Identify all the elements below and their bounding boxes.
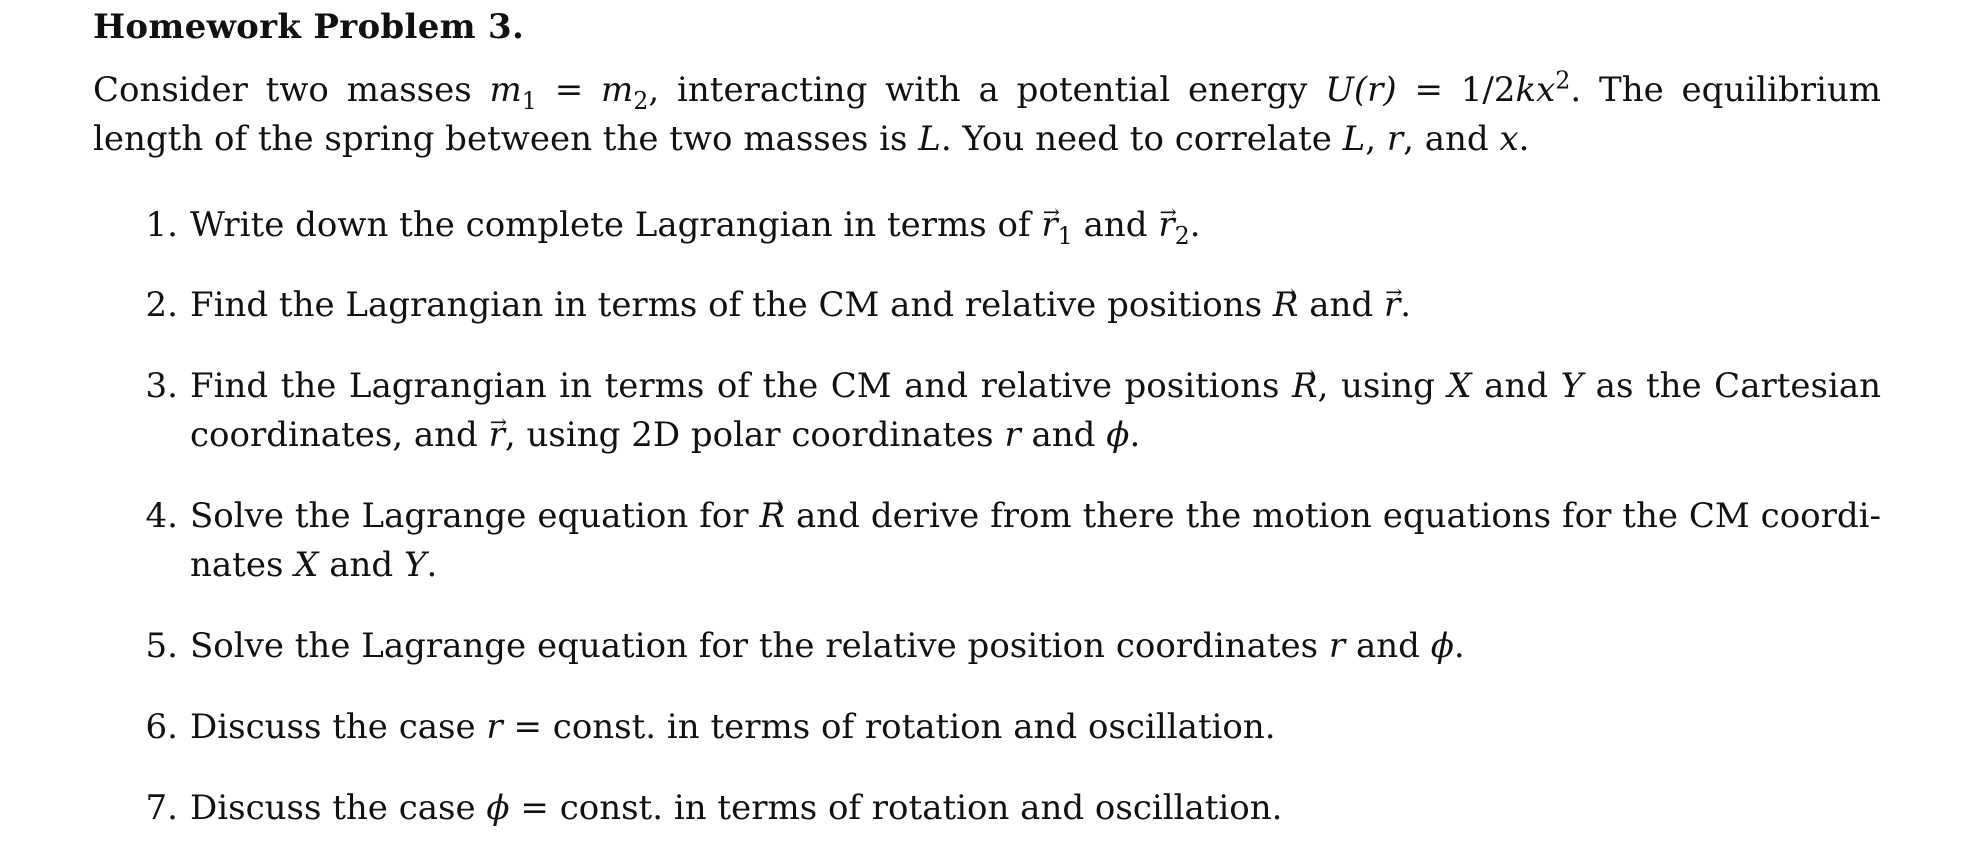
item-text-part: Solve the Lagrange equation for <box>190 496 760 536</box>
intro-text: . <box>1518 119 1530 159</box>
math-var: r <box>1328 626 1346 666</box>
item-text <box>190 492 1881 590</box>
math-sub: 1 <box>521 86 537 115</box>
problem-intro <box>93 66 1881 164</box>
item-text-part: = const. in terms of rotation and oscillation. <box>502 707 1276 747</box>
math-sub: 2 <box>633 86 649 115</box>
math-var: Y <box>404 545 427 585</box>
math-var: L <box>1342 119 1366 159</box>
problem-heading: Homework Problem 3. <box>93 7 525 47</box>
math-var: U <box>1325 70 1354 110</box>
math-var: ϕ <box>486 788 510 828</box>
item-text-part: . <box>1189 205 1201 245</box>
vector-var: → R <box>759 492 785 541</box>
item-text <box>190 201 1881 250</box>
intro-line-1 <box>93 66 1881 115</box>
intro-text: , interacting with a potential energy <box>648 70 1326 110</box>
item-number: 1. <box>145 205 178 245</box>
math-var: ϕ <box>1106 415 1130 455</box>
math-sub: 1 <box>1057 221 1073 250</box>
math-var: r <box>486 707 503 747</box>
vector-var: → r <box>489 411 505 460</box>
item-number: 4. <box>145 496 178 536</box>
item-text-part: Solve the Lagrange equation for the relative position coordinates <box>190 626 1329 666</box>
item-text-part: , using <box>1317 366 1448 406</box>
vector-var: → r <box>1041 201 1057 250</box>
item-text-part: and derive from there the motion equations for the CM coordi- <box>785 496 1882 536</box>
math-var: x <box>1499 119 1519 159</box>
item-text-part: Find the Lagrangian in terms of the CM and relative positions <box>190 285 1273 325</box>
item-text-part: Discuss the case <box>190 707 487 747</box>
math-var: r <box>1386 119 1404 159</box>
item-text-part: . <box>1129 415 1141 455</box>
math-var: ϕ <box>1430 626 1454 666</box>
intro-text: , and <box>1403 119 1500 159</box>
item-number: 2. <box>145 285 178 325</box>
vector-var: → r <box>1158 201 1174 250</box>
item-text-part: as the Cartesian <box>1583 366 1881 406</box>
math-eq: = 1/2 <box>1396 70 1516 110</box>
item-text-part: . <box>426 545 438 585</box>
item-text-part: and <box>1298 285 1384 325</box>
item-text-part: , using 2D polar coordinates <box>504 415 1005 455</box>
math-var: (r) <box>1353 70 1397 110</box>
item-number: 5. <box>145 626 178 666</box>
math-sub: 2 <box>1174 221 1190 250</box>
item-text-part: . <box>1453 626 1465 666</box>
item-text <box>190 622 1881 671</box>
item-number: 7. <box>145 788 178 828</box>
vector-var: → R <box>1292 362 1318 411</box>
math-var: m <box>489 70 522 110</box>
item-text-part: Write down the complete Lagrangian in terms of <box>190 205 1042 245</box>
math-var: X <box>294 545 319 585</box>
item-text <box>190 784 1881 833</box>
intro-text: length of the spring between the two masses is <box>93 119 919 159</box>
item-text-part: = const. in terms of rotation and oscillation. <box>509 788 1283 828</box>
item-text-part: . <box>1400 285 1412 325</box>
item-text-part: and <box>1020 415 1107 455</box>
item-number: 6. <box>145 707 178 747</box>
item-text-part: and <box>318 545 404 585</box>
intro-line-2 <box>93 115 1881 164</box>
math-var: m <box>601 70 634 110</box>
item-text-part: nates <box>190 545 295 585</box>
math-var: L <box>918 119 941 159</box>
item-text-part: and <box>1471 366 1561 406</box>
math-sup: 2 <box>1555 66 1571 95</box>
item-text <box>190 281 1881 330</box>
intro-text: . You need to correlate <box>940 119 1343 159</box>
item-text-part: Discuss the case <box>190 788 487 828</box>
item-text <box>190 703 1881 752</box>
math-var: Y <box>1560 366 1584 406</box>
item-text <box>190 362 1881 460</box>
item-text-part: and <box>1072 205 1159 245</box>
intro-text: . The equilibrium <box>1570 70 1881 110</box>
vector-var: → r <box>1384 281 1400 330</box>
item-text-part: Find the Lagrangian in terms of the CM and relative positions <box>190 366 1292 406</box>
intro-text: , <box>1365 119 1387 159</box>
item-number: 3. <box>145 366 178 406</box>
math-var: r <box>1004 415 1021 455</box>
item-text-part: and <box>1345 626 1431 666</box>
math-eq: = <box>536 70 602 110</box>
math-var: X <box>1447 366 1472 406</box>
math-var: kx <box>1515 70 1556 110</box>
intro-text: Consider two masses <box>93 70 490 110</box>
vector-var: → R <box>1273 281 1299 330</box>
item-text-part: coordinates, and <box>190 415 489 455</box>
